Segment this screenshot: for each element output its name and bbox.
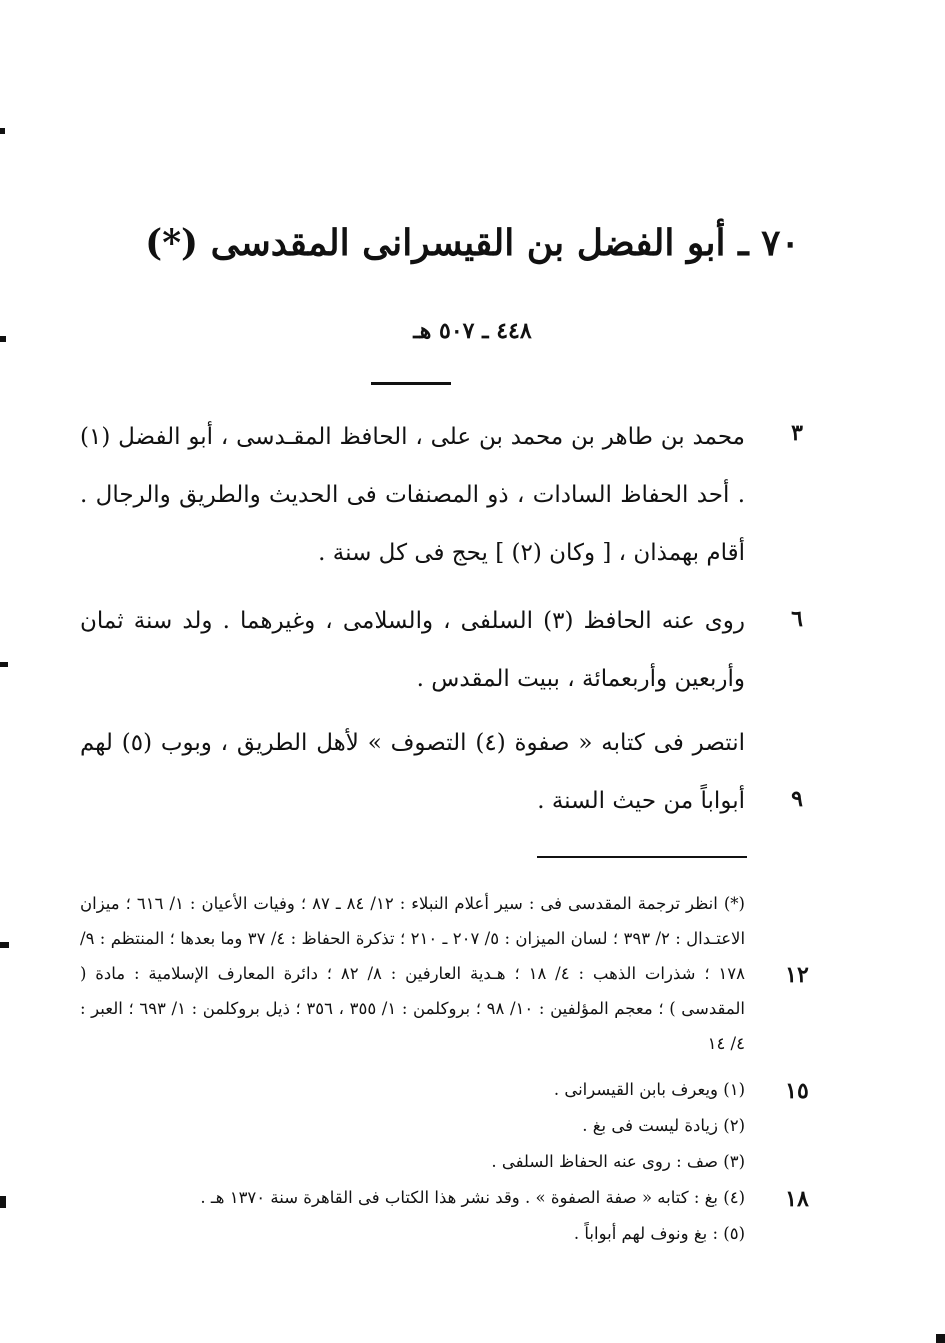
footnote-list: [100, 1072, 745, 1252]
line-number: ٣: [791, 420, 803, 446]
paragraph-1: محمد بن طاهر بن محمد بن على ، الحافظ المقـدسى ، أبو الفضل (١) . أحد الحفاظ السادات ، ذو المصنفات فى الحديث والطريق والرجال . أقام بهمذان ، [ وكان (٢) ] يحج فى كل سنة .: [80, 424, 745, 566]
scan-speck: [0, 336, 6, 342]
title-divider: [371, 382, 451, 385]
hijri-dates: ٤٤٨ ـ ٥٠٧ هـ: [413, 318, 532, 344]
paragraph-2: روى عنه الحافظ (٣) السلفى ، والسلامى ، وغيرهما . ولد سنة ثمان وأربعين وأربعمائة ، ببيت المقدس .: [80, 608, 746, 692]
footnote-divider: [537, 856, 747, 858]
footnote-2: (٢) زيادة ليست فى بغ .: [582, 1116, 745, 1135]
chapter-title: ٧٠ ـ أبو الفضل بن القيسرانى المقدسى (*): [145, 222, 800, 264]
line-number: ٩: [791, 786, 803, 812]
footnote-1: (١) ويعرف بابن القيسرانى .: [553, 1080, 745, 1099]
line-number: ٦: [791, 606, 803, 632]
scan-speck: [0, 662, 8, 667]
scan-speck: [0, 128, 5, 134]
line-number: ١٢: [785, 962, 809, 988]
scan-speck: [936, 1334, 945, 1343]
source-footnote: (*) انظر ترجمة المقدسى فى : سير أعلام النبلاء : ١٢/ ٨٤ ـ ٨٧ ؛ وفيات الأعيان : ١/ ٦١٦ ؛ ميزان الاعتـدال : ٢/ ٣٩٣ ؛ لسان الميزان : ٥/ ٢٠٧ ـ ٢١٠ ؛ تذكرة الحفاظ : ٤/ ٣٧ وما بعدها ؛ المنتظم : ٩/ ١٧٨ ؛ شذرات الذهب : ٤/ ١٨ ؛ هـدية العارفين : ٨/ ٨٢ ؛ دائرة المعارف الإسلامية : مادة ( المقدسى ) ؛ معجم المؤلفين : ١٠/ ٩٨ ؛ بروكلمن : ١/ ٣٥٥ ، ٣٥٦ ؛ ذيل بروكلمن : ١/ ٦٩٣ ؛ العبر : ٤/ ١٤: [80, 894, 746, 1053]
line-number: ١٥: [785, 1078, 809, 1104]
footnote-4: (٤) بغ : كتابه « صفة الصفوة » . وقد نشر هذا الكتاب فى القاهرة سنة ١٣٧٠ هـ .: [200, 1188, 745, 1207]
footnote-5: (٥) : بغ ونوف لهم أبواباً .: [573, 1224, 745, 1243]
paragraph-3: انتصر فى كتابه « صفوة (٤) التصوف » لأهل الطريق ، وبوب (٥) لهم أبواباً من حيث السنة .: [80, 730, 745, 814]
line-number: ١٨: [785, 1186, 809, 1212]
scan-speck: [0, 942, 9, 948]
footnote-3: (٣) صف : روى عنه الحفاظ السلفى .: [491, 1152, 745, 1171]
scan-speck: [0, 1196, 6, 1208]
